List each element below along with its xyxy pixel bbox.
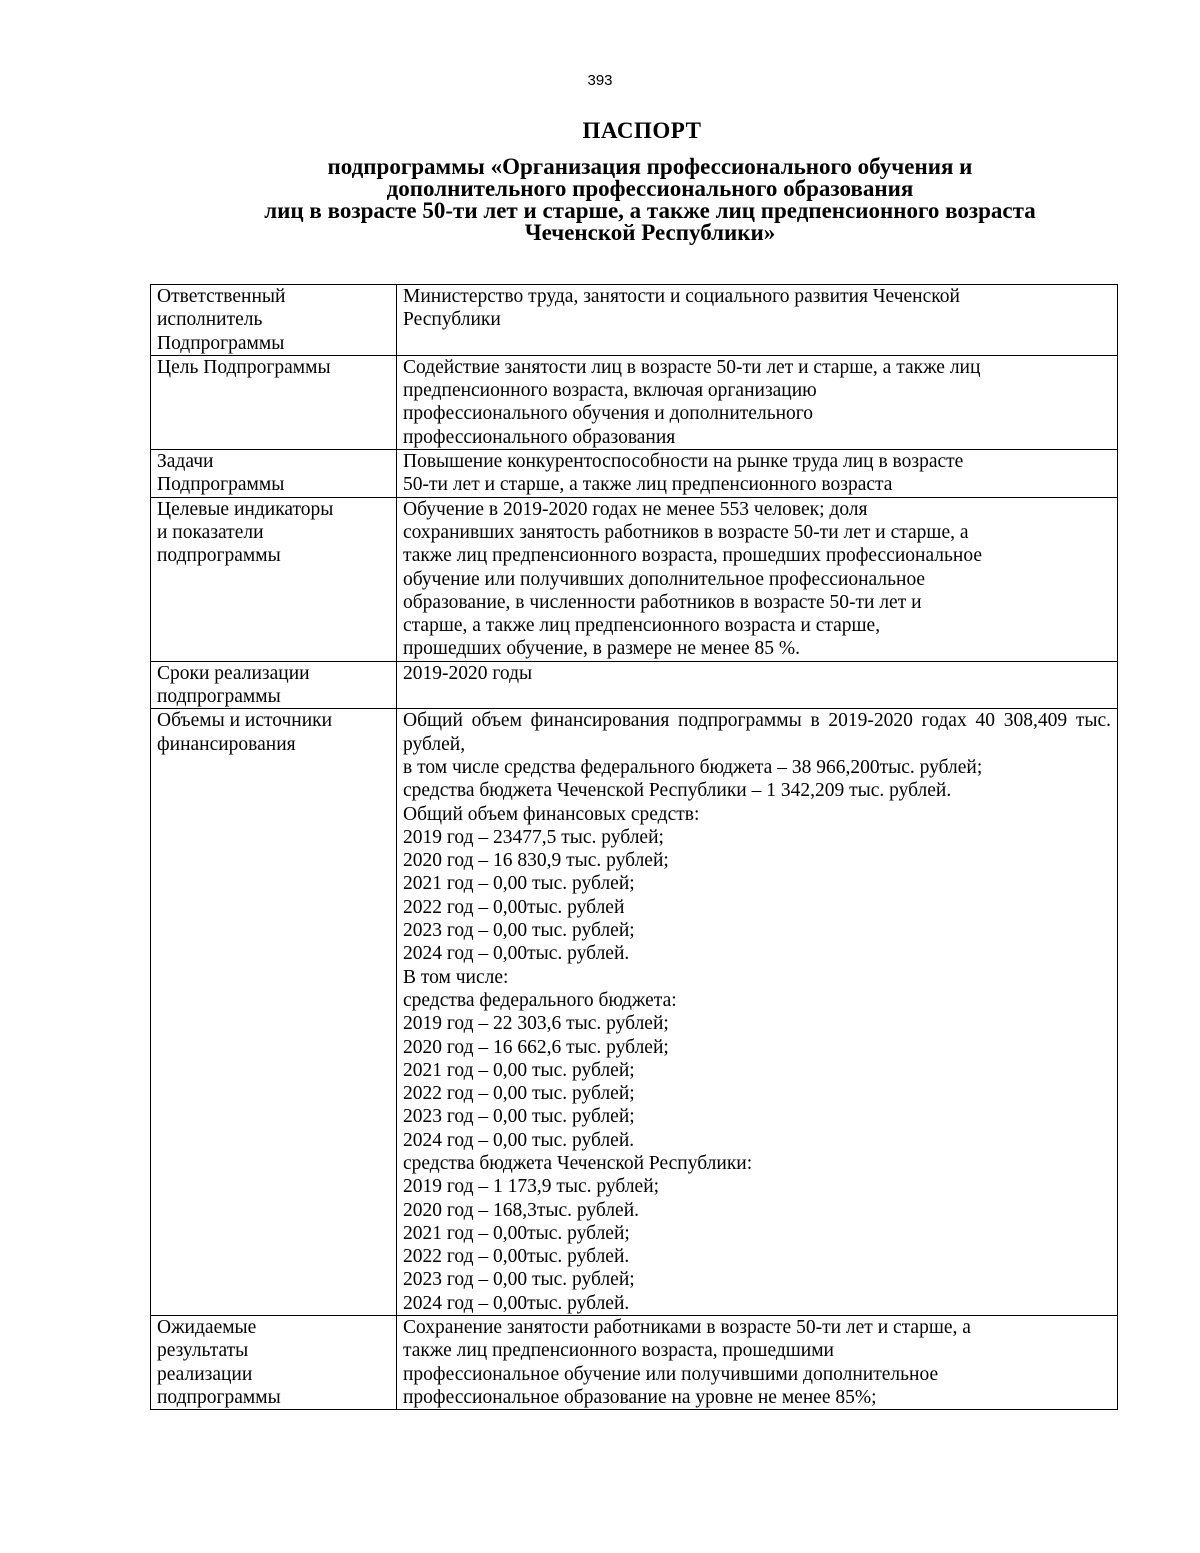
table-row [151,450,1118,498]
row-value-results [397,1316,1118,1410]
value-line: 2023 год – 0,00 тыс. рублей; [403,1106,635,1128]
value-line: 2020 год – 16 830,9 тыс. рублей; [403,850,669,872]
value-line: старше, а также лиц предпенсионного возраста и старше, [403,615,881,637]
value-line: 2023 год – 0,00 тыс. рублей; [403,920,635,942]
label-line: финансирования [157,733,296,755]
row-value-indicators [397,497,1118,661]
value-line: Сохранение занятости работниками в возрасте 50-ти лет и старше, а [403,1317,971,1339]
value-line: 2019-2020 годы [403,662,533,684]
value-line: также лиц предпенсионного возраста, прошедшими [403,1340,834,1362]
value-line: 2020 год – 16 662,6 тыс. рублей; [403,1036,669,1058]
value-line: 2024 год – 0,00тыс. рублей. [403,1292,630,1314]
page-number: 393 [587,72,613,89]
value-line: профессиональное образование на уровне не менее 85%; [403,1386,877,1408]
value-line: средства бюджета Чеченской Республики: [403,1152,753,1174]
row-label-timeline [151,661,397,709]
row-value-responsible [397,285,1118,356]
label-line: Ответственный [157,286,286,307]
label-line: Ожидаемые [157,1317,257,1339]
value-line: предпенсионного возраста, включая организацию [403,380,817,402]
value-line: Общий объем финансовых средств: [403,803,700,825]
value-line: 2022 год – 0,00тыс. рублей [403,896,625,918]
row-value-funding [397,709,1118,1316]
row-label-funding [151,709,397,1316]
value-line: прошедших обучение, в размере не менее 85 %. [403,638,801,660]
label-line: Цель Подпрограммы [157,356,331,378]
document-subtitle [150,156,1150,244]
label-line: исполнитель [157,309,263,331]
value-line: сохранивших занятость работников в возрасте 50-ти лет и старше, а [403,521,969,543]
label-line: реализации [157,1363,253,1385]
label-line: и показатели [157,521,264,543]
value-line: Республики [403,309,501,331]
label-line: Объемы и источники [157,710,333,732]
label-line: Сроки реализации [157,662,310,684]
label-line: Целевые индикаторы [157,498,334,520]
value-line: 2021 год – 0,00 тыс. рублей; [403,1059,635,1081]
row-value-tasks [397,450,1118,498]
subtitle-line: лиц в возрасте 50-ти лет и старше, а также лиц предпенсионного возраста [264,198,1036,223]
value-line: 2023 год – 0,00 тыс. рублей; [403,1269,635,1291]
table-row [151,285,1118,356]
subtitle-line: подпрограммы «Организация профессионального обучения и [327,154,973,179]
value-line: профессиональное обучение или получившими дополнительное [403,1363,939,1385]
table-row [151,355,1118,449]
table-row [151,497,1118,661]
value-line: Обучение в 2019-2020 годах не менее 553 человек; доля [403,498,868,520]
value-line: средства федерального бюджета: [403,989,677,1011]
label-line: Задачи [157,451,214,473]
row-label-goal [151,355,397,449]
label-line: результаты [157,1340,249,1362]
value-line: образование, в численности работников в возрасте 50-ти лет и [403,591,922,613]
label-line: подпрограммы [157,686,281,708]
subtitle-line: Чеченской Республики» [524,220,776,245]
table-row [151,1316,1118,1410]
subtitle-line: дополнительного профессионального образования [386,176,914,201]
value-line: 2019 год – 22 303,6 тыс. рублей; [403,1013,669,1035]
table-row [151,661,1118,709]
document-title: ПАСПОРТ [582,118,702,143]
row-value-timeline [397,661,1118,709]
funding-total-text: Общий объем финансирования подпрограммы в 2019-2020 годах 40 308,409 тыс. рублей, [403,710,1111,755]
value-line: Министерство труда, занятости и социального развития Чеченской [403,286,960,307]
value-line: 2022 год – 0,00тыс. рублей. [403,1246,630,1268]
table-row [151,709,1118,1316]
passport-table [150,284,1118,1410]
row-label-results [151,1316,397,1410]
value-line: профессионального обучения и дополнительного [403,403,814,425]
label-line: Подпрограммы [157,332,285,354]
value-line: 2019 год – 23477,5 тыс. рублей; [403,826,664,848]
value-line: 2024 год – 0,00 тыс. рублей. [403,1129,635,1151]
row-label-tasks [151,450,397,498]
value-line: В том числе: [403,966,509,988]
value-line: 2021 год – 0,00 тыс. рублей; [403,873,635,895]
value-line: Повышение конкурентоспособности на рынке труда лиц в возрасте [403,451,964,473]
value-line: средства бюджета Чеченской Республики – 1 342,209 тыс. рублей. [403,780,952,802]
value-line: 2022 год – 0,00 тыс. рублей; [403,1083,635,1105]
row-value-goal [397,355,1118,449]
value-line: 2024 год – 0,00тыс. рублей. [403,943,630,965]
value-line: 2019 год – 1 173,9 тыс. рублей; [403,1176,660,1198]
label-line: подпрограммы [157,545,281,567]
label-line: Подпрограммы [157,474,285,496]
value-line: профессионального образования [403,426,676,448]
value-line: обучение или получивших дополнительное профессиональное [403,568,926,590]
value-line: 50-ти лет и старше, а также лиц предпенсионного возраста [403,474,893,496]
value-line: в том числе средства федерального бюджета – 38 966,200тыс. рублей; [403,756,983,778]
row-label-indicators [151,497,397,661]
value-line: 2020 год – 168,3тыс. рублей. [403,1199,640,1221]
value-line: Содействие занятости лиц в возрасте 50-ти лет и старше, а также лиц [403,356,981,378]
label-line: подпрограммы [157,1386,281,1408]
row-label-responsible [151,285,397,356]
value-line: 2021 год – 0,00тыс. рублей; [403,1222,630,1244]
value-line: также лиц предпенсионного возраста, прошедших профессиональное [403,545,983,567]
